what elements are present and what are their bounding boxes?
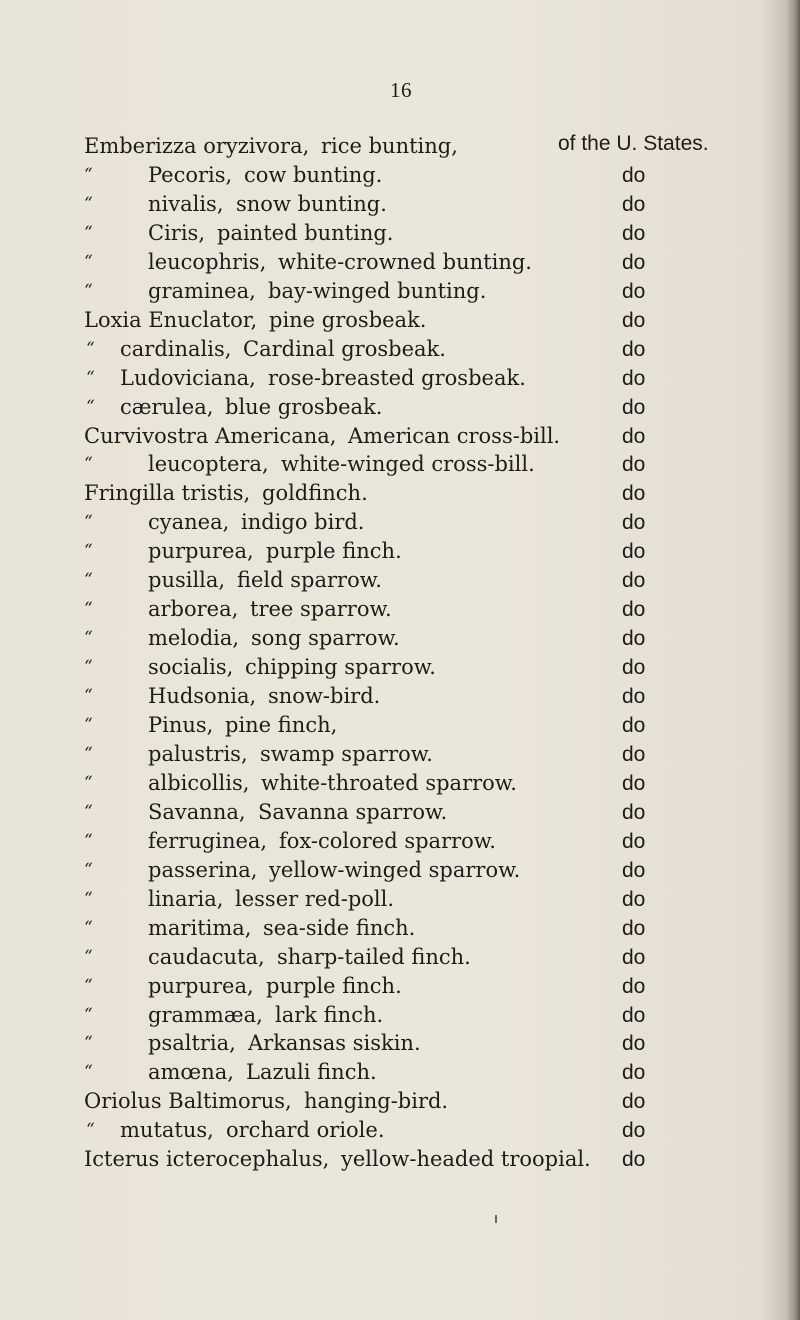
list-item bbox=[0, 885, 800, 914]
common-name: chipping sparrow. bbox=[245, 655, 436, 680]
common-name: yellow-headed troopial. bbox=[341, 1147, 591, 1172]
list-item bbox=[0, 508, 800, 537]
list-item bbox=[0, 624, 800, 653]
ditto-mark: “ bbox=[84, 251, 93, 272]
ditto-location: do bbox=[622, 540, 646, 564]
ditto-location: do bbox=[622, 800, 646, 824]
ditto-location: do bbox=[622, 250, 646, 274]
species-epithet: Hudsonia, bbox=[148, 684, 257, 709]
ditto-location: do bbox=[622, 366, 646, 390]
species-epithet: psaltria, bbox=[148, 1031, 236, 1056]
common-name: pine grosbeak. bbox=[269, 307, 427, 332]
list-item bbox=[0, 479, 800, 508]
species-epithet: mutatus, bbox=[120, 1118, 214, 1143]
common-name: lesser red-poll. bbox=[235, 886, 395, 911]
species-name: Emberizza oryzivora, bbox=[84, 134, 310, 158]
list-item bbox=[0, 972, 800, 1001]
ditto-location: do bbox=[622, 192, 646, 216]
ditto-mark: “ bbox=[84, 801, 93, 822]
ditto-location: do bbox=[622, 771, 646, 795]
list-item bbox=[0, 364, 800, 393]
species-epithet: palustris, bbox=[148, 741, 248, 766]
species-epithet: socialis, bbox=[148, 655, 234, 680]
common-name: Cardinal grosbeak. bbox=[243, 336, 446, 361]
ditto-location: do bbox=[622, 598, 646, 622]
ditto-location: do bbox=[622, 829, 646, 853]
list-item bbox=[0, 1029, 800, 1058]
species-epithet: leucoptera, bbox=[148, 452, 269, 477]
ditto-location: do bbox=[622, 1003, 646, 1027]
ditto-mark: “ bbox=[84, 975, 93, 996]
ditto-location: do bbox=[622, 221, 646, 245]
species-epithet: grammæa, bbox=[148, 1002, 263, 1027]
common-name: white-throated sparrow. bbox=[261, 770, 517, 795]
list-item bbox=[0, 422, 800, 451]
ditto-location: do bbox=[622, 685, 646, 709]
ditto-mark: “ bbox=[84, 1062, 93, 1083]
species-epithet: purpurea, bbox=[148, 973, 254, 998]
ditto-mark: “ bbox=[84, 1004, 93, 1025]
common-name: snow-bird. bbox=[268, 684, 381, 709]
species-epithet: nivalis, bbox=[148, 191, 224, 216]
common-name: purple finch. bbox=[266, 973, 402, 998]
ditto-location: do bbox=[622, 656, 646, 680]
ditto-location: do bbox=[622, 163, 646, 187]
species-epithet: arborea, bbox=[148, 597, 239, 622]
ditto-location: do bbox=[622, 714, 646, 737]
common-name: snow bunting. bbox=[236, 191, 387, 216]
list-item bbox=[0, 1087, 800, 1116]
common-name: sharp-tailed finch. bbox=[277, 944, 471, 969]
species-epithet: linaria, bbox=[148, 886, 224, 911]
list-item bbox=[0, 248, 800, 277]
list-item bbox=[0, 393, 800, 422]
ditto-mark: “ bbox=[84, 715, 93, 735]
ditto-mark: “ bbox=[84, 454, 93, 475]
ditto-mark: “ bbox=[84, 686, 93, 707]
ditto-mark: “ bbox=[84, 917, 93, 938]
ditto-mark: “ bbox=[84, 657, 93, 678]
ditto-mark: “ bbox=[86, 1120, 95, 1141]
list-item bbox=[0, 682, 800, 711]
species-epithet: cardinalis, bbox=[120, 336, 232, 361]
list-item bbox=[0, 306, 800, 335]
ditto-mark: “ bbox=[84, 193, 93, 214]
ditto-location: do bbox=[622, 1061, 646, 1085]
list-item bbox=[0, 566, 800, 595]
species-epithet: cyanea, bbox=[148, 510, 230, 535]
ditto-mark: “ bbox=[84, 888, 93, 909]
ditto-location: do bbox=[622, 308, 646, 332]
ditto-location: do bbox=[622, 1090, 646, 1114]
page-number: 16 bbox=[390, 78, 412, 102]
list-item bbox=[0, 219, 800, 248]
common-name: song sparrow. bbox=[251, 626, 400, 651]
common-name: sea-side finch. bbox=[263, 915, 416, 940]
list-item bbox=[0, 856, 800, 885]
header-range: of the U. States. bbox=[558, 132, 709, 155]
ditto-mark: “ bbox=[86, 338, 95, 359]
species-epithet: maritima, bbox=[148, 915, 252, 940]
species-epithet: passerina, bbox=[148, 857, 258, 882]
common-name: field sparrow. bbox=[237, 568, 382, 593]
ditto-location: do bbox=[622, 511, 646, 535]
ditto-location: do bbox=[622, 974, 646, 998]
list-item bbox=[0, 161, 800, 190]
ditto-location: do bbox=[622, 627, 646, 651]
list-item bbox=[0, 335, 800, 364]
ditto-location: do bbox=[622, 569, 646, 593]
list-item bbox=[0, 450, 800, 479]
ditto-mark: “ bbox=[84, 222, 93, 243]
species-name: Fringilla tristis, bbox=[84, 481, 251, 506]
ditto-mark: “ bbox=[84, 164, 93, 185]
list-item bbox=[0, 1145, 800, 1174]
species-epithet: melodia, bbox=[148, 626, 240, 651]
list-item bbox=[0, 1116, 800, 1145]
list-item bbox=[0, 1001, 800, 1030]
common-name: swamp sparrow. bbox=[260, 741, 433, 766]
species-epithet: cærulea, bbox=[120, 394, 214, 419]
ditto-mark: “ bbox=[84, 628, 93, 649]
common-name: purple finch. bbox=[266, 539, 402, 564]
species-epithet: leucophris, bbox=[148, 249, 267, 274]
common-name: Lazuli finch. bbox=[246, 1060, 377, 1085]
ditto-location: do bbox=[622, 337, 646, 361]
species-epithet: caudacuta, bbox=[148, 944, 265, 969]
species-epithet: albicollis, bbox=[148, 770, 250, 795]
ditto-mark: “ bbox=[84, 946, 93, 967]
ditto-location: do bbox=[622, 1119, 646, 1143]
common-name: white-winged cross-bill. bbox=[281, 452, 535, 477]
common-name: rose-breasted grosbeak. bbox=[268, 365, 526, 390]
ditto-mark: “ bbox=[84, 772, 93, 793]
ditto-location: do bbox=[622, 945, 646, 969]
ditto-location: do bbox=[622, 482, 646, 506]
species-epithet: Ciris, bbox=[148, 220, 205, 245]
ditto-mark: “ bbox=[86, 396, 95, 417]
ditto-mark: “ bbox=[84, 743, 93, 764]
list-item bbox=[0, 132, 800, 161]
ditto-mark: “ bbox=[84, 512, 93, 533]
species-epithet: Pinus, bbox=[148, 713, 214, 737]
species-epithet: amœna, bbox=[148, 1060, 234, 1085]
common-name: bay-winged bunting. bbox=[268, 278, 487, 303]
common-name: indigo bird. bbox=[241, 510, 365, 535]
list-item bbox=[0, 798, 800, 827]
common-name: pine finch, bbox=[225, 713, 338, 737]
species-name: Icterus icterocephalus, bbox=[84, 1147, 330, 1172]
page-edge-shadow bbox=[786, 0, 800, 1320]
ditto-location: do bbox=[622, 887, 646, 911]
ditto-location: do bbox=[622, 1032, 646, 1056]
ditto-location: do bbox=[622, 742, 646, 766]
common-name: yellow-winged sparrow. bbox=[269, 857, 521, 882]
species-epithet: Pecoris, bbox=[148, 162, 233, 187]
list-item bbox=[0, 595, 800, 624]
common-name: painted bunting. bbox=[217, 220, 394, 245]
species-epithet: Savanna, bbox=[148, 799, 246, 824]
common-name: hanging-bird. bbox=[304, 1089, 449, 1114]
ditto-location: do bbox=[622, 395, 646, 419]
list-item bbox=[0, 914, 800, 943]
ditto-mark: “ bbox=[84, 1033, 93, 1054]
common-name: fox-colored sparrow. bbox=[279, 828, 496, 853]
list-item bbox=[0, 740, 800, 769]
common-name: Savanna sparrow. bbox=[258, 799, 448, 824]
ditto-mark: “ bbox=[84, 859, 93, 880]
species-name: Curvivostra Americana, bbox=[84, 423, 337, 448]
ditto-mark: “ bbox=[84, 541, 93, 562]
ditto-location: do bbox=[622, 279, 646, 303]
list-item bbox=[0, 711, 800, 740]
ditto-location: do bbox=[622, 858, 646, 882]
species-epithet: pusilla, bbox=[148, 568, 226, 593]
list-item bbox=[0, 277, 800, 306]
common-name: lark finch. bbox=[275, 1002, 384, 1027]
ditto-location: do bbox=[622, 453, 646, 477]
list-item bbox=[0, 537, 800, 566]
common-name: rice bunting, bbox=[321, 134, 458, 158]
list-item bbox=[0, 190, 800, 219]
list-item bbox=[0, 653, 800, 682]
ditto-mark: “ bbox=[86, 367, 95, 388]
list-item bbox=[0, 1058, 800, 1087]
ink-speck bbox=[495, 1215, 497, 1223]
common-name: orchard oriole. bbox=[226, 1118, 385, 1143]
list-item bbox=[0, 769, 800, 798]
list-item bbox=[0, 827, 800, 856]
common-name: tree sparrow. bbox=[250, 597, 392, 622]
species-name: Loxia Enuclator, bbox=[84, 307, 258, 332]
ditto-location: do bbox=[622, 1148, 646, 1172]
common-name: blue grosbeak. bbox=[225, 394, 383, 419]
ditto-mark: “ bbox=[84, 570, 93, 591]
ditto-mark: “ bbox=[84, 830, 93, 851]
common-name: cow bunting. bbox=[244, 162, 383, 187]
common-name: Arkansas siskin. bbox=[248, 1031, 421, 1056]
species-name: Oriolus Baltimorus, bbox=[84, 1089, 292, 1114]
species-epithet: ferruginea, bbox=[148, 828, 268, 853]
ditto-mark: “ bbox=[84, 599, 93, 620]
species-epithet: graminea, bbox=[148, 278, 256, 303]
species-epithet: purpurea, bbox=[148, 539, 254, 564]
ditto-location: do bbox=[622, 916, 646, 940]
common-name: American cross-bill. bbox=[348, 423, 561, 448]
common-name: white-crowned bunting. bbox=[278, 249, 532, 274]
species-epithet: Ludoviciana, bbox=[120, 365, 256, 390]
ditto-location: do bbox=[622, 424, 646, 448]
list-item bbox=[0, 943, 800, 972]
common-name: goldfinch. bbox=[262, 481, 368, 506]
ditto-mark: “ bbox=[84, 280, 93, 301]
